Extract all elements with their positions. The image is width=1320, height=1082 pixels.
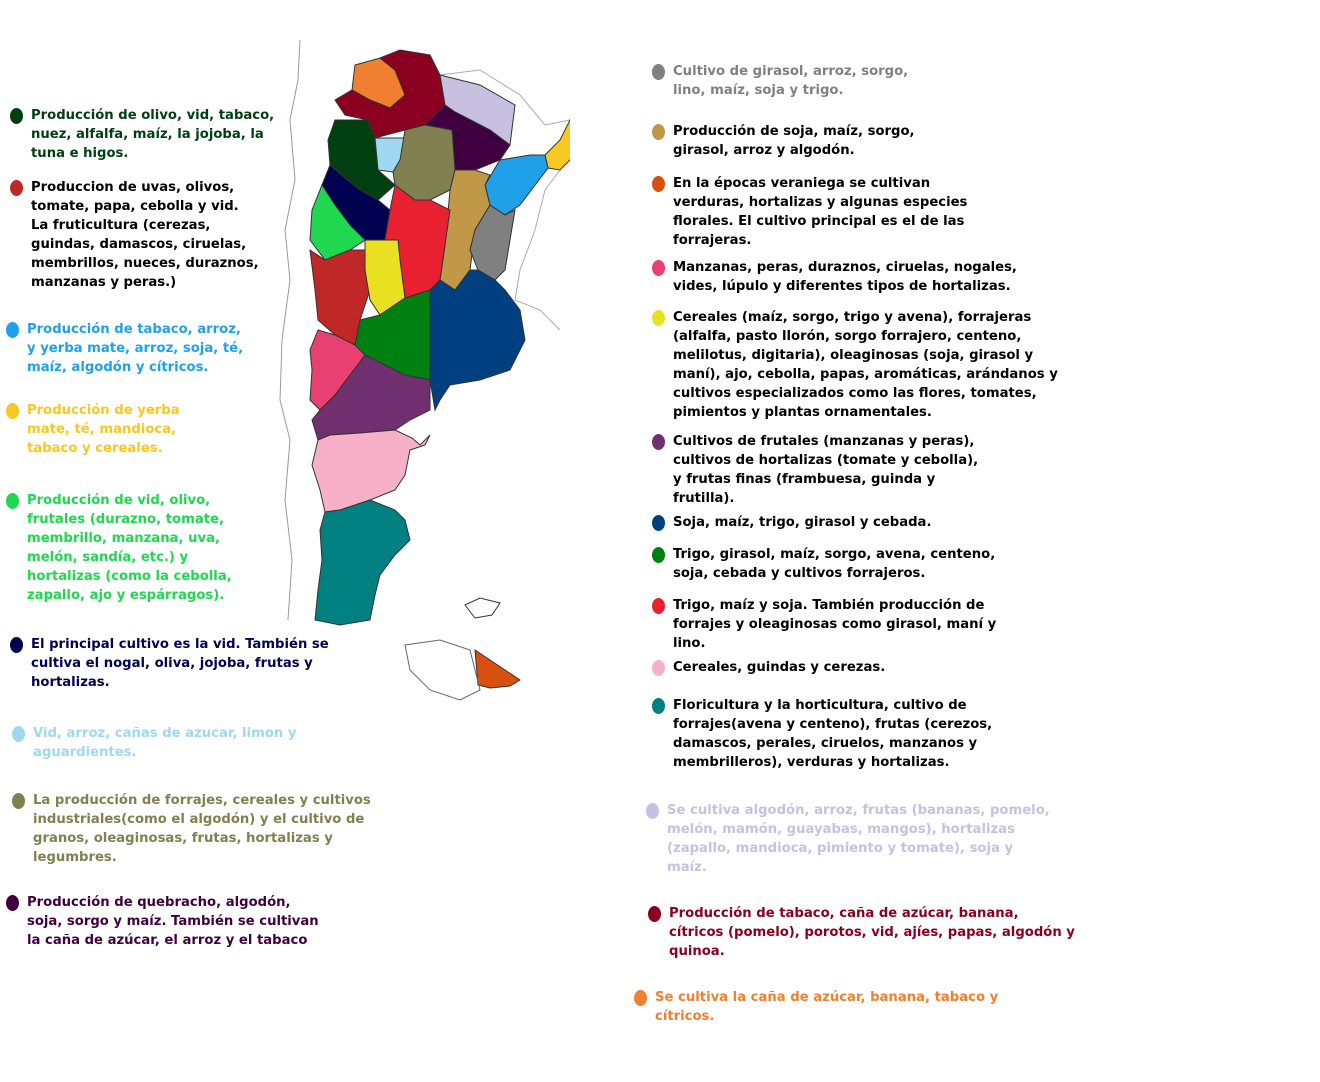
region-chubut (312, 430, 430, 512)
legend-item (10, 178, 259, 292)
legend-text: El principal cultivo es la vid. También se cultiva el nogal, oliva, jojoba, frutas y hortalizas. (31, 637, 329, 690)
region-buenosaires (430, 270, 525, 410)
legend-text: Cereales, guindas y cerezas. (673, 660, 886, 675)
legend-color-dot (10, 637, 23, 653)
legend-text: Producción de tabaco, caña de azúcar, banana, cítricos (pomelo), porotos, vid, ajíes, papas, algodón y quinoa. (669, 906, 1075, 959)
legend-color-dot (652, 598, 665, 614)
legend-color-dot (652, 260, 665, 276)
legend-text: En la épocas veraniega se cultivan verduras, hortalizas y algunas especies florales. El cultivo principal es el de las forrajeras. (673, 176, 968, 248)
legend-color-dot (652, 698, 665, 714)
legend-item (12, 724, 296, 762)
legend-color-dot (648, 906, 661, 922)
legend-color-dot (10, 180, 23, 196)
legend-text: Soja, maíz, trigo, girasol y cebada. (673, 515, 932, 530)
legend-text: Producción de olivo, vid, tabaco, nuez, alfalfa, maíz, la jojoba, la tuna e higos. (31, 108, 275, 161)
legend-item (648, 904, 1075, 961)
legend-item (652, 545, 995, 583)
legend-item (652, 432, 978, 508)
legend-color-dot (652, 176, 665, 192)
legend-item (652, 122, 915, 160)
legend-item (652, 696, 992, 772)
legend-text: Producción de soja, maíz, sorgo, girasol, arroz y algodón. (673, 124, 915, 158)
legend-color-dot (652, 310, 665, 326)
legend-item (652, 258, 1017, 296)
legend-color-dot (6, 895, 19, 911)
legend-text: Manzanas, peras, duraznos, ciruelas, nogales, vides, lúpulo y diferentes tipos de hortalizas. (673, 260, 1017, 294)
legend-color-dot (652, 547, 665, 563)
legend-item (6, 401, 180, 458)
legend-color-dot (652, 124, 665, 140)
legend-text: Trigo, girasol, maíz, sorgo, avena, centeno, soja, cebada y cultivos forrajeros. (673, 547, 996, 581)
legend-text: Se cultiva algodón, arroz, frutas (bananas, pomelo, melón, mamón, guayabas, mangos), hortalizas (zapallo, mandioca, pimiento y tomate), soja y maíz. (667, 803, 1050, 875)
legend-color-dot (6, 403, 19, 419)
legend-color-dot (12, 793, 25, 809)
legend-item (10, 106, 274, 163)
legend-color-dot (6, 493, 19, 509)
legend-item (10, 635, 329, 692)
legend-item (652, 62, 908, 100)
region-santiago (393, 125, 455, 200)
legend-color-dot (12, 726, 25, 742)
legend-item (652, 658, 885, 677)
legend-item (652, 596, 996, 653)
legend-text: Producción de quebracho, algodón, soja, sorgo y maíz. También se cultivan la caña de azúcar, el arroz y el tabaco (27, 895, 319, 948)
legend-text: Producción de tabaco, arroz, y yerba mate, arroz, soja, té, maíz, algodón y cítricos. (27, 322, 244, 375)
legend-text: Se cultiva la caña de azúcar, banana, tabaco y cítricos. (655, 990, 999, 1024)
legend-text: Produccion de uvas, olivos, tomate, papa, cebolla y vid. La fruticultura (cerezas, guindas, damascos, ciruelas, membrillos, nueces, duraznos, manzanas y peras.) (31, 180, 259, 290)
legend-item (652, 174, 967, 250)
legend-item (652, 308, 1058, 422)
legend-item (6, 320, 243, 377)
legend-item (6, 893, 319, 950)
argentina-map (270, 30, 570, 720)
legend-text: Cereales (maíz, sorgo, trigo y avena), forrajeras (alfalfa, pasto llorón, sorgo forrajero, centeno, melilotus, digitaria), oleaginosas (soja, girasol y maní), ajo, cebolla, papas, aromáticas, arándanos y cultivos especializados como las flores, tomates, pimientos y plantas ornamentales. (673, 310, 1058, 420)
legend-text: Vid, arroz, cañas de azucar, limon y aguardientes. (33, 726, 297, 760)
legend-color-dot (652, 434, 665, 450)
legend-item (12, 791, 371, 867)
legend-text: Trigo, maíz y soja. También producción de forrajes y oleaginosas como girasol, maní y lino. (673, 598, 997, 651)
region-tierradelfuego (475, 650, 520, 688)
region-misiones (545, 120, 570, 170)
region-corrientes (485, 155, 548, 215)
legend-text: La producción de forrajes, cereales y cultivos industriales(como el algodón) y el cultivo de granos, oleaginosas, frutas, hortalizas y legumbres. (33, 793, 371, 865)
legend-text: Floricultura y la horticultura, cultivo de forrajes(avena y centeno), frutas (cerezos, damascos, perales, ciruelos, manzanos y membrilleros), verduras y hortalizas. (673, 698, 993, 770)
legend-color-dot (652, 64, 665, 80)
legend-item (634, 988, 998, 1026)
region-santacruz (315, 500, 410, 625)
legend-item (6, 491, 232, 605)
legend-color-dot (6, 322, 19, 338)
legend-color-dot (646, 803, 659, 819)
legend-item (646, 801, 1050, 877)
legend-text: Cultivos de frutales (manzanas y peras), cultivos de hortalizas (tomate y cebolla), y frutas finas (frambuesa, guinda y frutilla). (673, 434, 979, 506)
legend-item (652, 513, 931, 532)
legend-text: Producción de yerba mate, té, mandioca, tabaco y cereales. (27, 403, 180, 456)
legend-color-dot (652, 660, 665, 676)
legend-text: Cultivo de girasol, arroz, sorgo, lino, maíz, soja y trigo. (673, 64, 909, 98)
legend-color-dot (10, 108, 23, 124)
legend-text: Producción de vid, olivo, frutales (durazno, tomate, membrillo, manzana, uva, melón, sandía, etc.) y hortalizas (como la cebolla, zapallo, ajo y espárragos). (27, 493, 232, 603)
legend-color-dot (634, 990, 647, 1006)
legend-color-dot (652, 515, 665, 531)
